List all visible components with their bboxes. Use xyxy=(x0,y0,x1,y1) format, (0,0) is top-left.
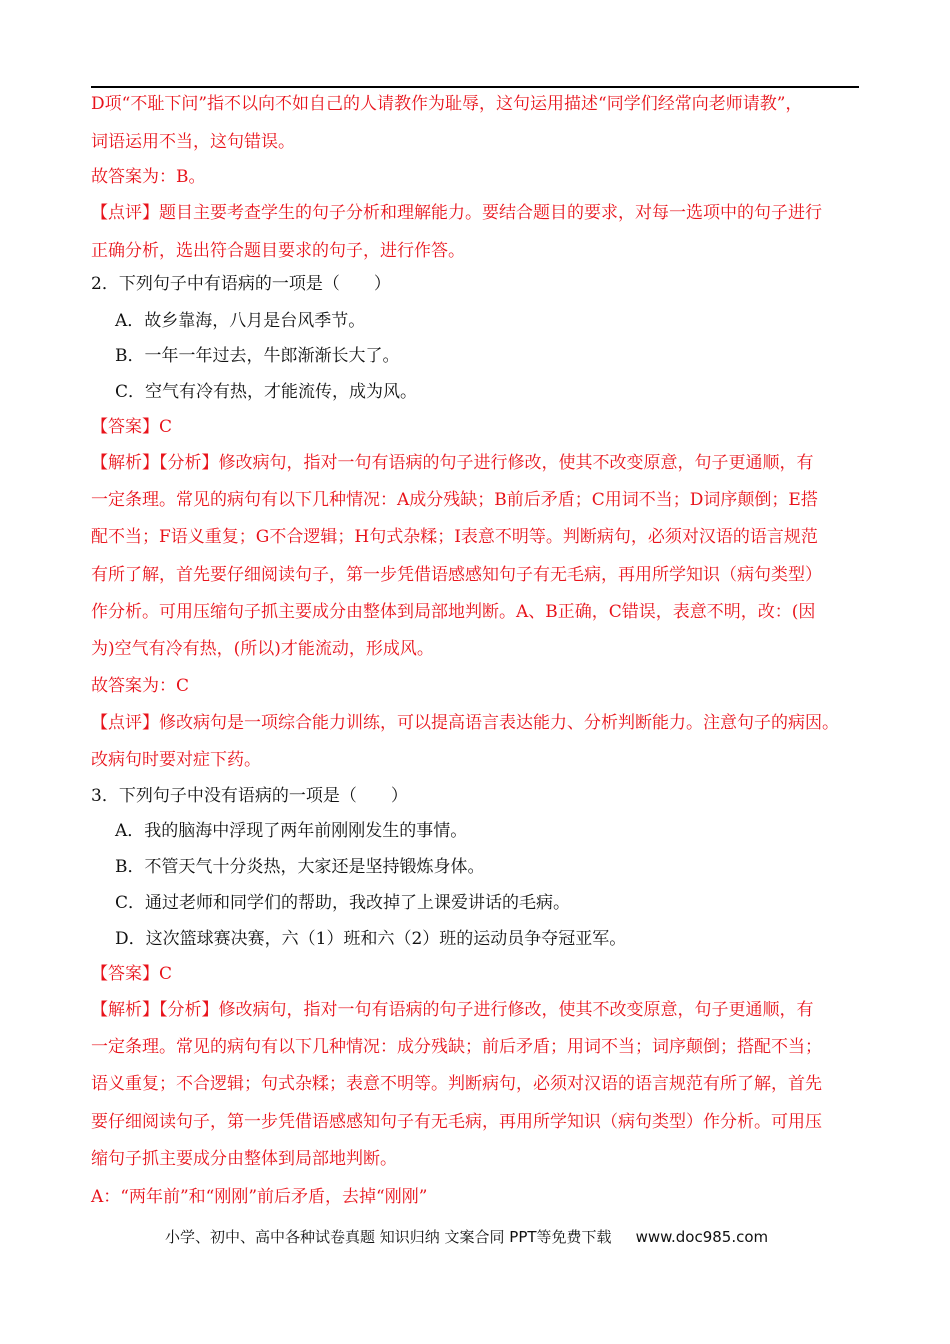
option-c: C．通过老师和同学们的帮助，我改掉了上课爱讲话的毛病。 xyxy=(115,893,571,913)
comment-line: 【点评】修改病句是一项综合能力训练，可以提高语言表达能力、分析判断能力。注意句子的病因。 xyxy=(91,713,839,733)
analysis-line: 有所了解，首先要仔细阅读句子，第一步凭借语感感知句子有无毛病，再用所学知识（病句类型） xyxy=(91,565,822,585)
analysis-line: 一定条理。常见的病句有以下几种情况：成分残缺；前后矛盾；用词不当；词序颠倒；搭配不当； xyxy=(91,1037,822,1057)
header-rule xyxy=(91,86,859,88)
answer-line: 故答案为：C xyxy=(91,676,190,696)
analysis-line: 配不当；F语义重复；G不合逻辑；H句式杂糅；I表意不明等。判断病句，必须对汉语的语言规范 xyxy=(91,527,818,547)
option-b: B．一年一年过去，牛郎渐渐长大了。 xyxy=(115,346,400,366)
option-a: A．故乡靠海，八月是台风季节。 xyxy=(115,311,366,331)
comment-line: 正确分析，选出符合题目要求的句子，进行作答。 xyxy=(91,241,465,261)
text-line: 词语运用不当，这句错误。 xyxy=(91,132,295,152)
analysis-line: 要仔细阅读句子，第一步凭借语感感知句子有无毛病，再用所学知识（病句类型）作分析。可用压 xyxy=(91,1112,822,1132)
analysis-point-a: A：“两年前”和“刚刚”前后矛盾，去掉“刚刚” xyxy=(91,1187,428,1207)
analysis-line: 缩句子抓主要成分由整体到局部地判断。 xyxy=(91,1149,397,1169)
option-c: C．空气有冷有热，才能流传，成为风。 xyxy=(115,382,418,402)
analysis-line: 【解析】【分析】修改病句，指对一句有语病的句子进行修改，使其不改变原意，句子更通顺，有 xyxy=(91,453,814,473)
option-d: D．这次篮球赛决赛，六（1）班和六（2）班的运动员争夺冠亚军。 xyxy=(115,929,627,949)
text-line: D项“不耻下问”指不以向不如自己的人请教作为耻辱，这句运用描述“同学们经常向老师请教”， xyxy=(91,94,803,114)
option-a: A．我的脑海中浮现了两年前刚刚发生的事情。 xyxy=(115,821,468,841)
analysis-line: 【解析】【分析】修改病句，指对一句有语病的句子进行修改，使其不改变原意，句子更通顺，有 xyxy=(91,1000,814,1020)
analysis-line: 作分析。可用压缩句子抓主要成分由整体到局部地判断。A、B正确，C错误，表意不明，改：(因 xyxy=(91,602,816,622)
question-stem: 2．下列句子中有语病的一项是（ ） xyxy=(91,274,391,294)
answer-label: 【答案】C xyxy=(91,417,173,437)
answer-line: 故答案为：B。 xyxy=(91,167,206,187)
page-footer xyxy=(165,1226,768,1247)
comment-line: 改病句时要对症下药。 xyxy=(91,750,261,770)
option-b: B．不管天气十分炎热，大家还是坚持锻炼身体。 xyxy=(115,857,485,877)
analysis-line: 语义重复；不合逻辑；句式杂糅；表意不明等。判断病句，必须对汉语的语言规范有所了解，首先 xyxy=(91,1074,822,1094)
analysis-line: 为)空气有冷有热，(所以)才能流动，形成风。 xyxy=(91,639,434,659)
analysis-line: 一定条理。常见的病句有以下几种情况：A成分残缺；B前后矛盾；C用词不当；D词序颠倒；E搭 xyxy=(91,490,818,510)
footer-link[interactable]: www.doc985.com xyxy=(635,1228,769,1246)
footer-text: 小学、初中、高中各种试卷真题 知识归纳 文案合同 PPT等免费下载 xyxy=(165,1228,612,1246)
comment-line: 【点评】题目主要考查学生的句子分析和理解能力。要结合题目的要求，对每一选项中的句子进行 xyxy=(91,203,822,223)
answer-label: 【答案】C xyxy=(91,964,173,984)
question-stem: 3．下列句子中没有语病的一项是（ ） xyxy=(91,786,408,806)
